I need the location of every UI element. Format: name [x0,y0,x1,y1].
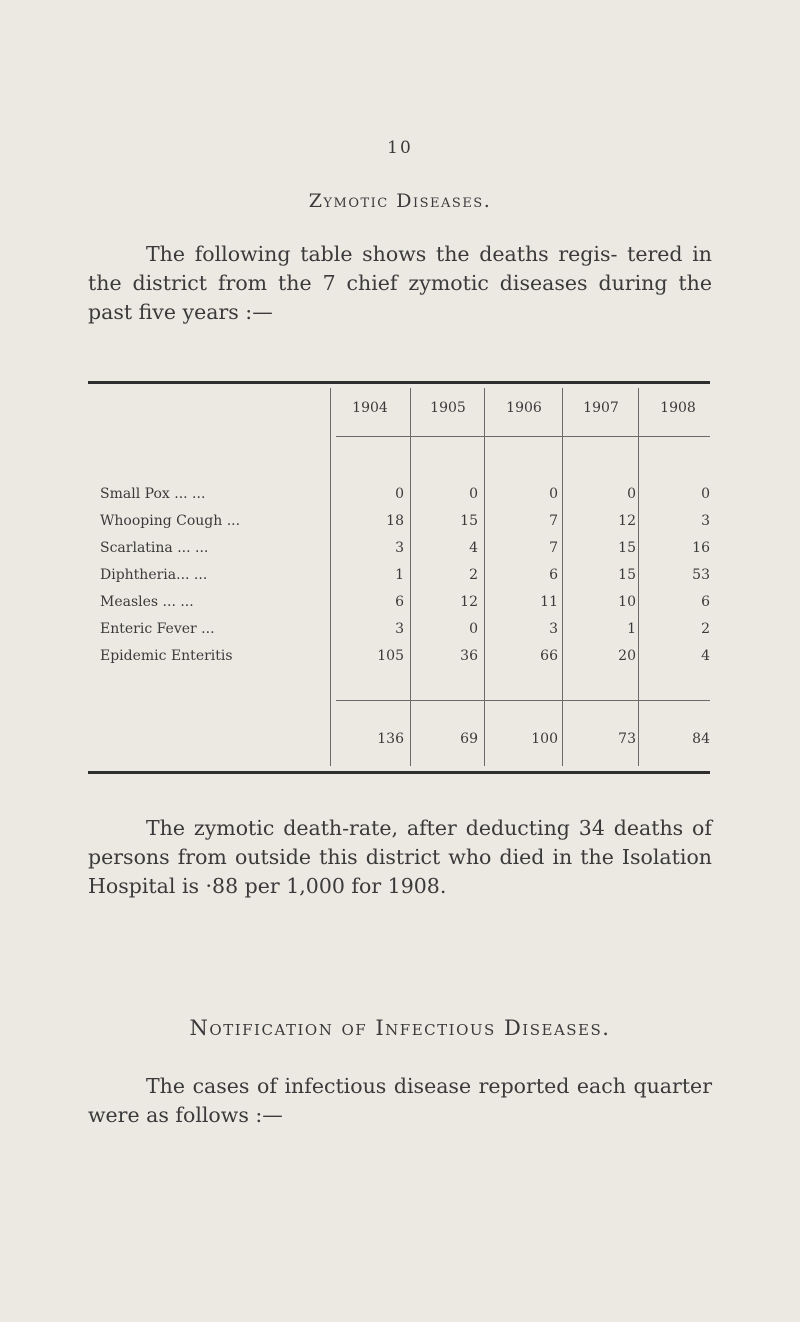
table-cell: 66 [540,648,558,664]
table-cell: 0 [549,486,558,502]
total-cell: 84 [692,731,710,747]
table-cell: 0 [701,486,710,502]
year-header: 1907 [583,400,619,416]
disease-label: Small Pox ... ... [100,486,206,502]
column-divider [562,388,563,766]
table-cell: 3 [395,540,404,556]
table-cell: 0 [395,486,404,502]
table-cell: 1 [395,567,404,583]
disease-label: Measles ... ... [100,594,194,610]
notification-paragraph: The cases of infectious disease reported each quarter were as follows :— [88,1074,712,1127]
table-cell: 2 [701,621,710,637]
column-divider [638,388,639,766]
table-cell: 15 [618,567,636,583]
total-cell: 69 [460,731,478,747]
table-cell: 0 [469,621,478,637]
notification-title: Notification of Infectious Diseases. [189,1016,611,1040]
table-cell: 3 [395,621,404,637]
disease-label: Diphtheria... ... [100,567,208,583]
disease-label: Scarlatina ... ... [100,540,209,556]
total-cell: 136 [377,731,404,747]
table-cell: 11 [540,594,558,610]
table-cell: 36 [460,648,478,664]
table-cell: 6 [701,594,710,610]
table-bottom-rule [88,771,710,774]
table-cell: 3 [701,513,710,529]
table-cell: 1 [627,621,636,637]
table-cell: 105 [377,648,404,664]
year-header: 1905 [430,400,466,416]
table-cell: 0 [469,486,478,502]
section-title: Zymotic Diseases. [308,190,492,212]
page-number: 10 [387,138,413,158]
column-divider [330,388,331,766]
table-cell: 2 [469,567,478,583]
table-cell: 6 [549,567,558,583]
table-cell: 12 [618,513,636,529]
disease-label: Whooping Cough ... [100,513,241,529]
table-cell: 3 [549,621,558,637]
table-cell: 16 [692,540,710,556]
column-divider [410,388,411,766]
total-line [336,700,710,701]
table-top-rule [88,381,710,384]
header-underline [336,436,710,437]
table-cell: 15 [460,513,478,529]
table-cell: 53 [692,567,710,583]
table-cell: 0 [627,486,636,502]
year-header: 1908 [660,400,696,416]
table-cell: 12 [460,594,478,610]
table-cell: 7 [549,540,558,556]
table-cell: 10 [618,594,636,610]
table-cell: 6 [395,594,404,610]
year-header: 1906 [506,400,542,416]
intro-paragraph: The following table shows the deaths regis- tered in the district from the 7 chief zymotic diseases during the past five years :— [88,242,712,324]
column-divider [484,388,485,766]
table-cell: 4 [469,540,478,556]
table-cell: 7 [549,513,558,529]
disease-label: Epidemic Enteritis [100,648,233,664]
table-cell: 4 [701,648,710,664]
table-cell: 18 [386,513,404,529]
table-cell: 20 [618,648,636,664]
disease-label: Enteric Fever ... [100,621,215,637]
year-header: 1904 [352,400,388,416]
table-cell: 15 [618,540,636,556]
total-cell: 73 [618,731,636,747]
total-cell: 100 [531,731,558,747]
death-rate-paragraph: The zymotic death-rate, after deducting 34 deaths of persons from outside this district who died in the Isolation Hospital is ·88 per 1,000 for 1908. [88,816,712,898]
